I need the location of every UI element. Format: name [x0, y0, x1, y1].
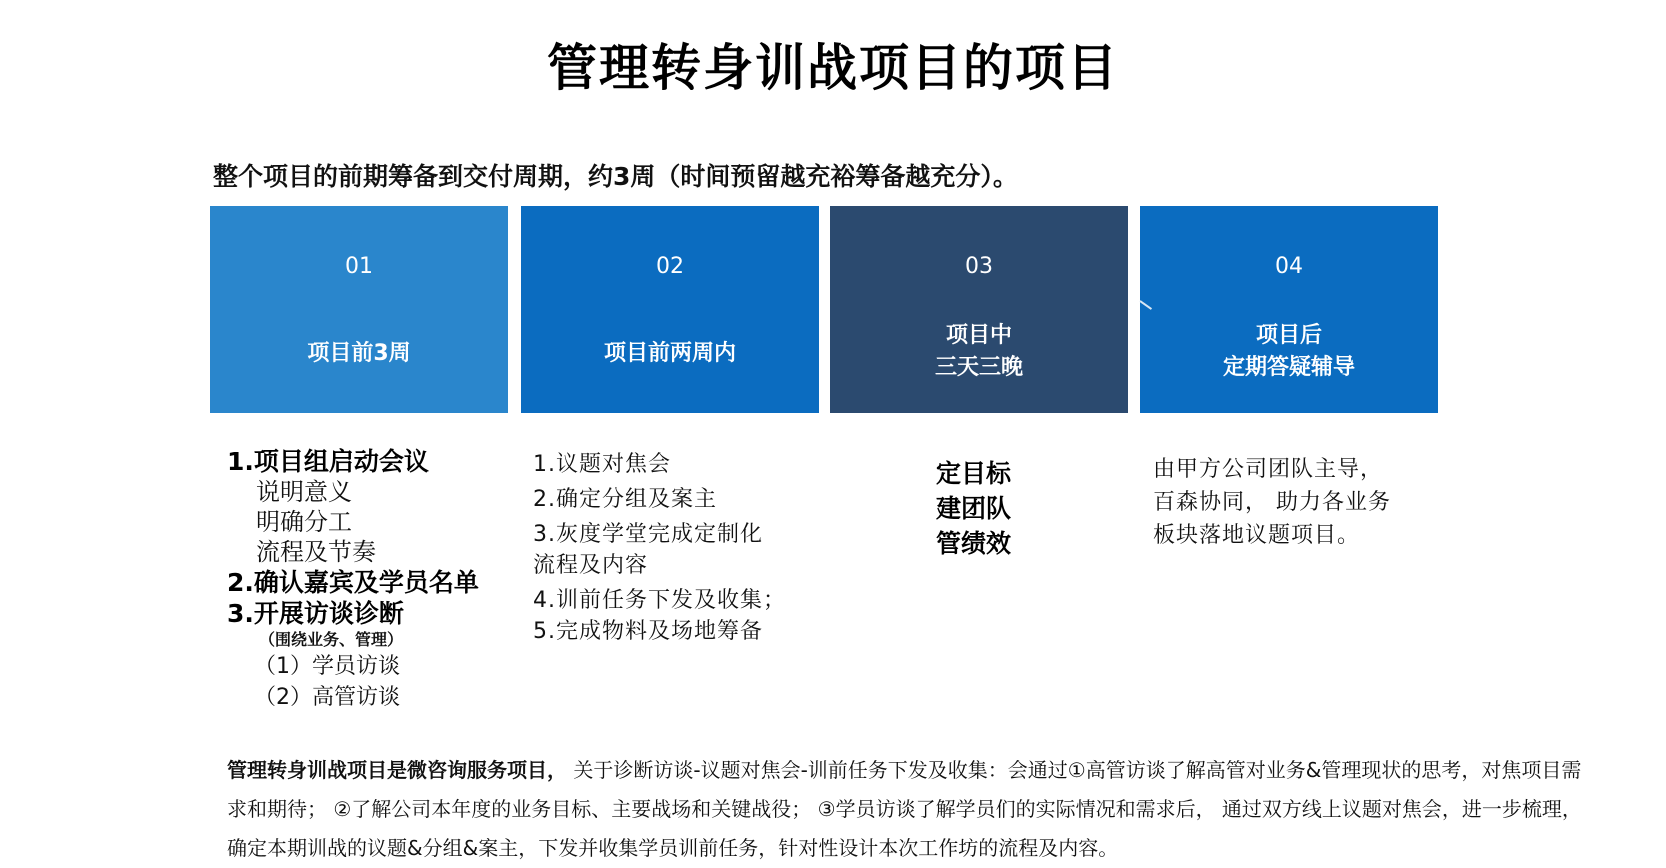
summary-body: 关于诊断访谈-议题对焦会-训前任务下发及收集：会通过①高管访谈了解高管对业务&管理现状的思考，对焦项目需求和期待； ②了解公司本年度的业务目标、主要战场和关键战役； ③学员访谈了解学员们的实际情况和需求后， 通过双方线上议题对焦会，进一步梳理，确定本期训战的议题&分组&案主，下发并收集学员训前任务，针对性设计本次工作坊的流程及内容。	[227, 758, 1582, 860]
phase-card-03	[830, 206, 1128, 413]
detail-line: 百森协同， 助力各业务	[1153, 490, 1391, 515]
detail-line: 由甲方公司团队主导，	[1153, 457, 1384, 482]
summary-paragraph	[227, 751, 1587, 868]
detail-subitem: （1）学员访谈	[254, 654, 400, 679]
detail-item: 管绩效	[936, 529, 1012, 558]
phase-label-line: 项目前3周	[307, 341, 411, 366]
phase-label-line: 定期答疑辅导	[1222, 355, 1355, 380]
phase-label-line: 项目中	[945, 323, 1012, 348]
phase-label	[521, 338, 819, 370]
page-subtitle: 整个项目的前期筹备到交付周期，约3周（时间预留越充裕筹备越充分）。	[213, 162, 1018, 191]
phase-card-04	[1140, 206, 1438, 413]
detail-item: 定目标	[936, 459, 1012, 488]
phase-02-details	[533, 449, 833, 647]
detail-item: 3.灰度学堂完成定制化	[533, 522, 763, 547]
phase-number: 01	[345, 254, 373, 279]
detail-heading: 3.开展访谈诊断	[227, 599, 404, 628]
phase-01-details	[227, 446, 527, 713]
detail-subitem: 流程及节奏	[256, 538, 376, 566]
phase-number: 03	[965, 254, 993, 279]
phase-03-details	[936, 456, 1056, 561]
page-title: 管理转身训战项目的项目	[547, 39, 1119, 97]
detail-note: （围绕业务、管理）	[259, 630, 404, 649]
phase-card-02	[521, 206, 819, 413]
detail-item: 建团队	[936, 494, 1012, 523]
detail-line: 板块落地议题项目。	[1153, 523, 1361, 548]
phase-label	[1140, 320, 1438, 384]
detail-subitem: 明确分工	[256, 508, 352, 536]
detail-item: 流程及内容	[533, 553, 649, 578]
detail-item: 2.确定分组及案主	[533, 487, 717, 512]
phase-label-line: 项目后	[1255, 323, 1322, 348]
phase-label	[210, 338, 508, 370]
detail-item: 5.完成物料及场地筹备	[533, 619, 763, 644]
summary-lead: 管理转身训战项目是微咨询服务项目，	[227, 758, 567, 782]
phase-label-line: 项目前两周内	[603, 341, 736, 366]
phase-number: 04	[1275, 254, 1303, 279]
detail-subitem: （2）高管访谈	[254, 685, 400, 710]
detail-item: 4.训前任务下发及收集；	[533, 588, 786, 613]
detail-heading: 2.确认嘉宾及学员名单	[227, 568, 479, 597]
phase-label-line: 三天三晚	[934, 355, 1023, 380]
phase-card-01	[210, 206, 508, 413]
detail-heading: 1.项目组启动会议	[227, 447, 429, 476]
detail-subitem: 说明意义	[256, 478, 352, 506]
detail-item: 1.议题对焦会	[533, 452, 671, 477]
phase-04-details	[1153, 453, 1453, 552]
phase-number: 02	[656, 254, 684, 279]
phase-label	[830, 320, 1128, 384]
